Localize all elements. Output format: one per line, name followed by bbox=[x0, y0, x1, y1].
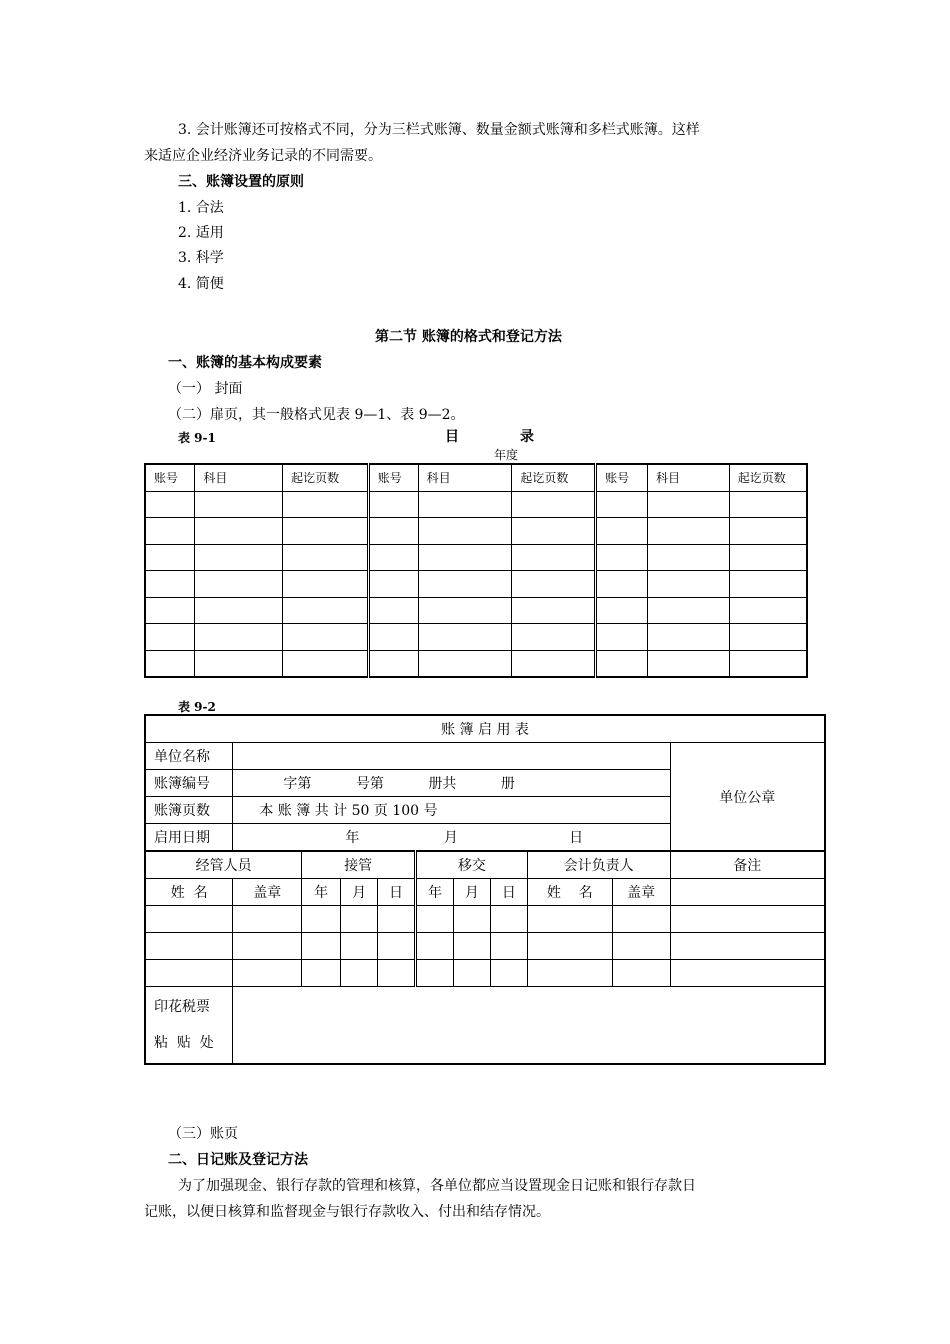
field-book-no: 字第 号第 册共 册 bbox=[233, 770, 670, 797]
field-page-count: 本 账 簿 共 计 50 页 100 号 bbox=[233, 797, 670, 824]
header-page-range: 起讫页数 bbox=[283, 464, 369, 491]
section-title: 第二节 账簿的格式和登记方法 bbox=[375, 329, 562, 345]
table-9-1-subtitle: 年度 bbox=[494, 448, 519, 462]
table-9-1-title-b: 录 bbox=[520, 429, 534, 445]
label-start-date: 启用日期 bbox=[145, 824, 233, 852]
field-unit-name bbox=[233, 743, 670, 770]
header-page-range: 起讫页数 bbox=[512, 464, 596, 491]
principle-4: 4. 简便 bbox=[178, 276, 224, 292]
table-9-2-label: 表 9-2 bbox=[178, 700, 216, 714]
heading-journal: 二、日记账及登记方法 bbox=[168, 1152, 308, 1168]
heading-principles: 三、账簿设置的原则 bbox=[178, 174, 304, 190]
table-row bbox=[145, 650, 807, 677]
table-row bbox=[145, 933, 825, 960]
paragraph-3-line1: 3. 会计账簿还可按格式不同，分为三栏式账簿、数量金额式账簿和多栏式账簿。这样 bbox=[178, 122, 700, 138]
principle-1: 1. 合法 bbox=[178, 200, 224, 216]
header-subject: 科目 bbox=[195, 464, 283, 491]
item-account-pages: （三）账页 bbox=[168, 1126, 238, 1142]
table-9-2-title: 账 簿 启 用 表 bbox=[145, 715, 825, 743]
label-page-count: 账簿页数 bbox=[145, 797, 233, 824]
header-subject: 科目 bbox=[418, 464, 512, 491]
principle-2: 2. 适用 bbox=[178, 225, 224, 241]
table-9-1 bbox=[144, 463, 808, 678]
header-account-no: 账号 bbox=[368, 464, 418, 491]
table-row bbox=[145, 597, 807, 624]
table-row bbox=[145, 491, 807, 518]
subheader-month: 月 bbox=[453, 879, 490, 906]
paragraph-journal-line2: 记账，以便日核算和监督现金与银行存款收入、付出和结存情况。 bbox=[144, 1204, 550, 1220]
heading-elements: 一、账簿的基本构成要素 bbox=[168, 355, 322, 371]
table-row bbox=[145, 624, 807, 651]
stamp-tax-label bbox=[145, 987, 233, 1065]
table-header-row bbox=[145, 464, 807, 491]
header-subject: 科目 bbox=[647, 464, 729, 491]
table-row bbox=[145, 571, 807, 598]
header-manager: 经管人员 bbox=[145, 851, 302, 879]
stamp-tax-label-line2: 粘 贴 处 bbox=[154, 1035, 214, 1051]
subheader-year: 年 bbox=[415, 879, 453, 906]
header-takeover: 接管 bbox=[302, 851, 416, 879]
header-accountant: 会计负责人 bbox=[527, 851, 670, 879]
subheader-name: 姓 名 bbox=[527, 879, 612, 906]
field-start-date: 年 月 日 bbox=[233, 824, 670, 852]
table-row bbox=[145, 518, 807, 545]
header-handover: 移交 bbox=[415, 851, 527, 879]
stamp-tax-label-line1: 印花税票 bbox=[154, 999, 210, 1015]
header-account-no: 账号 bbox=[145, 464, 195, 491]
table-9-1-label: 表 9-1 bbox=[178, 431, 216, 445]
item-cover: （一） 封面 bbox=[168, 381, 243, 397]
item-flyleaf: （二）扉页，其一般格式见表 9—1、表 9—2。 bbox=[168, 407, 465, 423]
table-9-1-title-a: 目 bbox=[445, 429, 459, 445]
table-9-2 bbox=[144, 714, 826, 1065]
subheader-name: 姓 名 bbox=[145, 879, 233, 906]
table-row bbox=[145, 960, 825, 987]
header-page-range: 起讫页数 bbox=[729, 464, 807, 491]
subheader-stamp: 盖章 bbox=[612, 879, 670, 906]
table-row bbox=[145, 544, 807, 571]
paragraph-journal-line1: 为了加强现金、银行存款的管理和核算，各单位都应当设置现金日记账和银行存款日 bbox=[178, 1178, 696, 1194]
header-remarks: 备注 bbox=[670, 851, 825, 879]
subheader-stamp: 盖章 bbox=[233, 879, 302, 906]
principle-3: 3. 科学 bbox=[178, 250, 224, 266]
table-row bbox=[145, 906, 825, 933]
label-unit-name: 单位名称 bbox=[145, 743, 233, 770]
remarks-cell bbox=[670, 879, 825, 906]
label-book-no: 账簿编号 bbox=[145, 770, 233, 797]
subheader-day: 日 bbox=[490, 879, 527, 906]
subheader-month: 月 bbox=[341, 879, 378, 906]
header-account-no: 账号 bbox=[596, 464, 648, 491]
subheader-year: 年 bbox=[302, 879, 341, 906]
paragraph-3-line2: 来适应企业经济业务记录的不同需要。 bbox=[144, 148, 382, 164]
stamp-tax-area bbox=[233, 987, 825, 1065]
subheader-day: 日 bbox=[378, 879, 416, 906]
label-unit-seal: 单位公章 bbox=[670, 743, 825, 852]
